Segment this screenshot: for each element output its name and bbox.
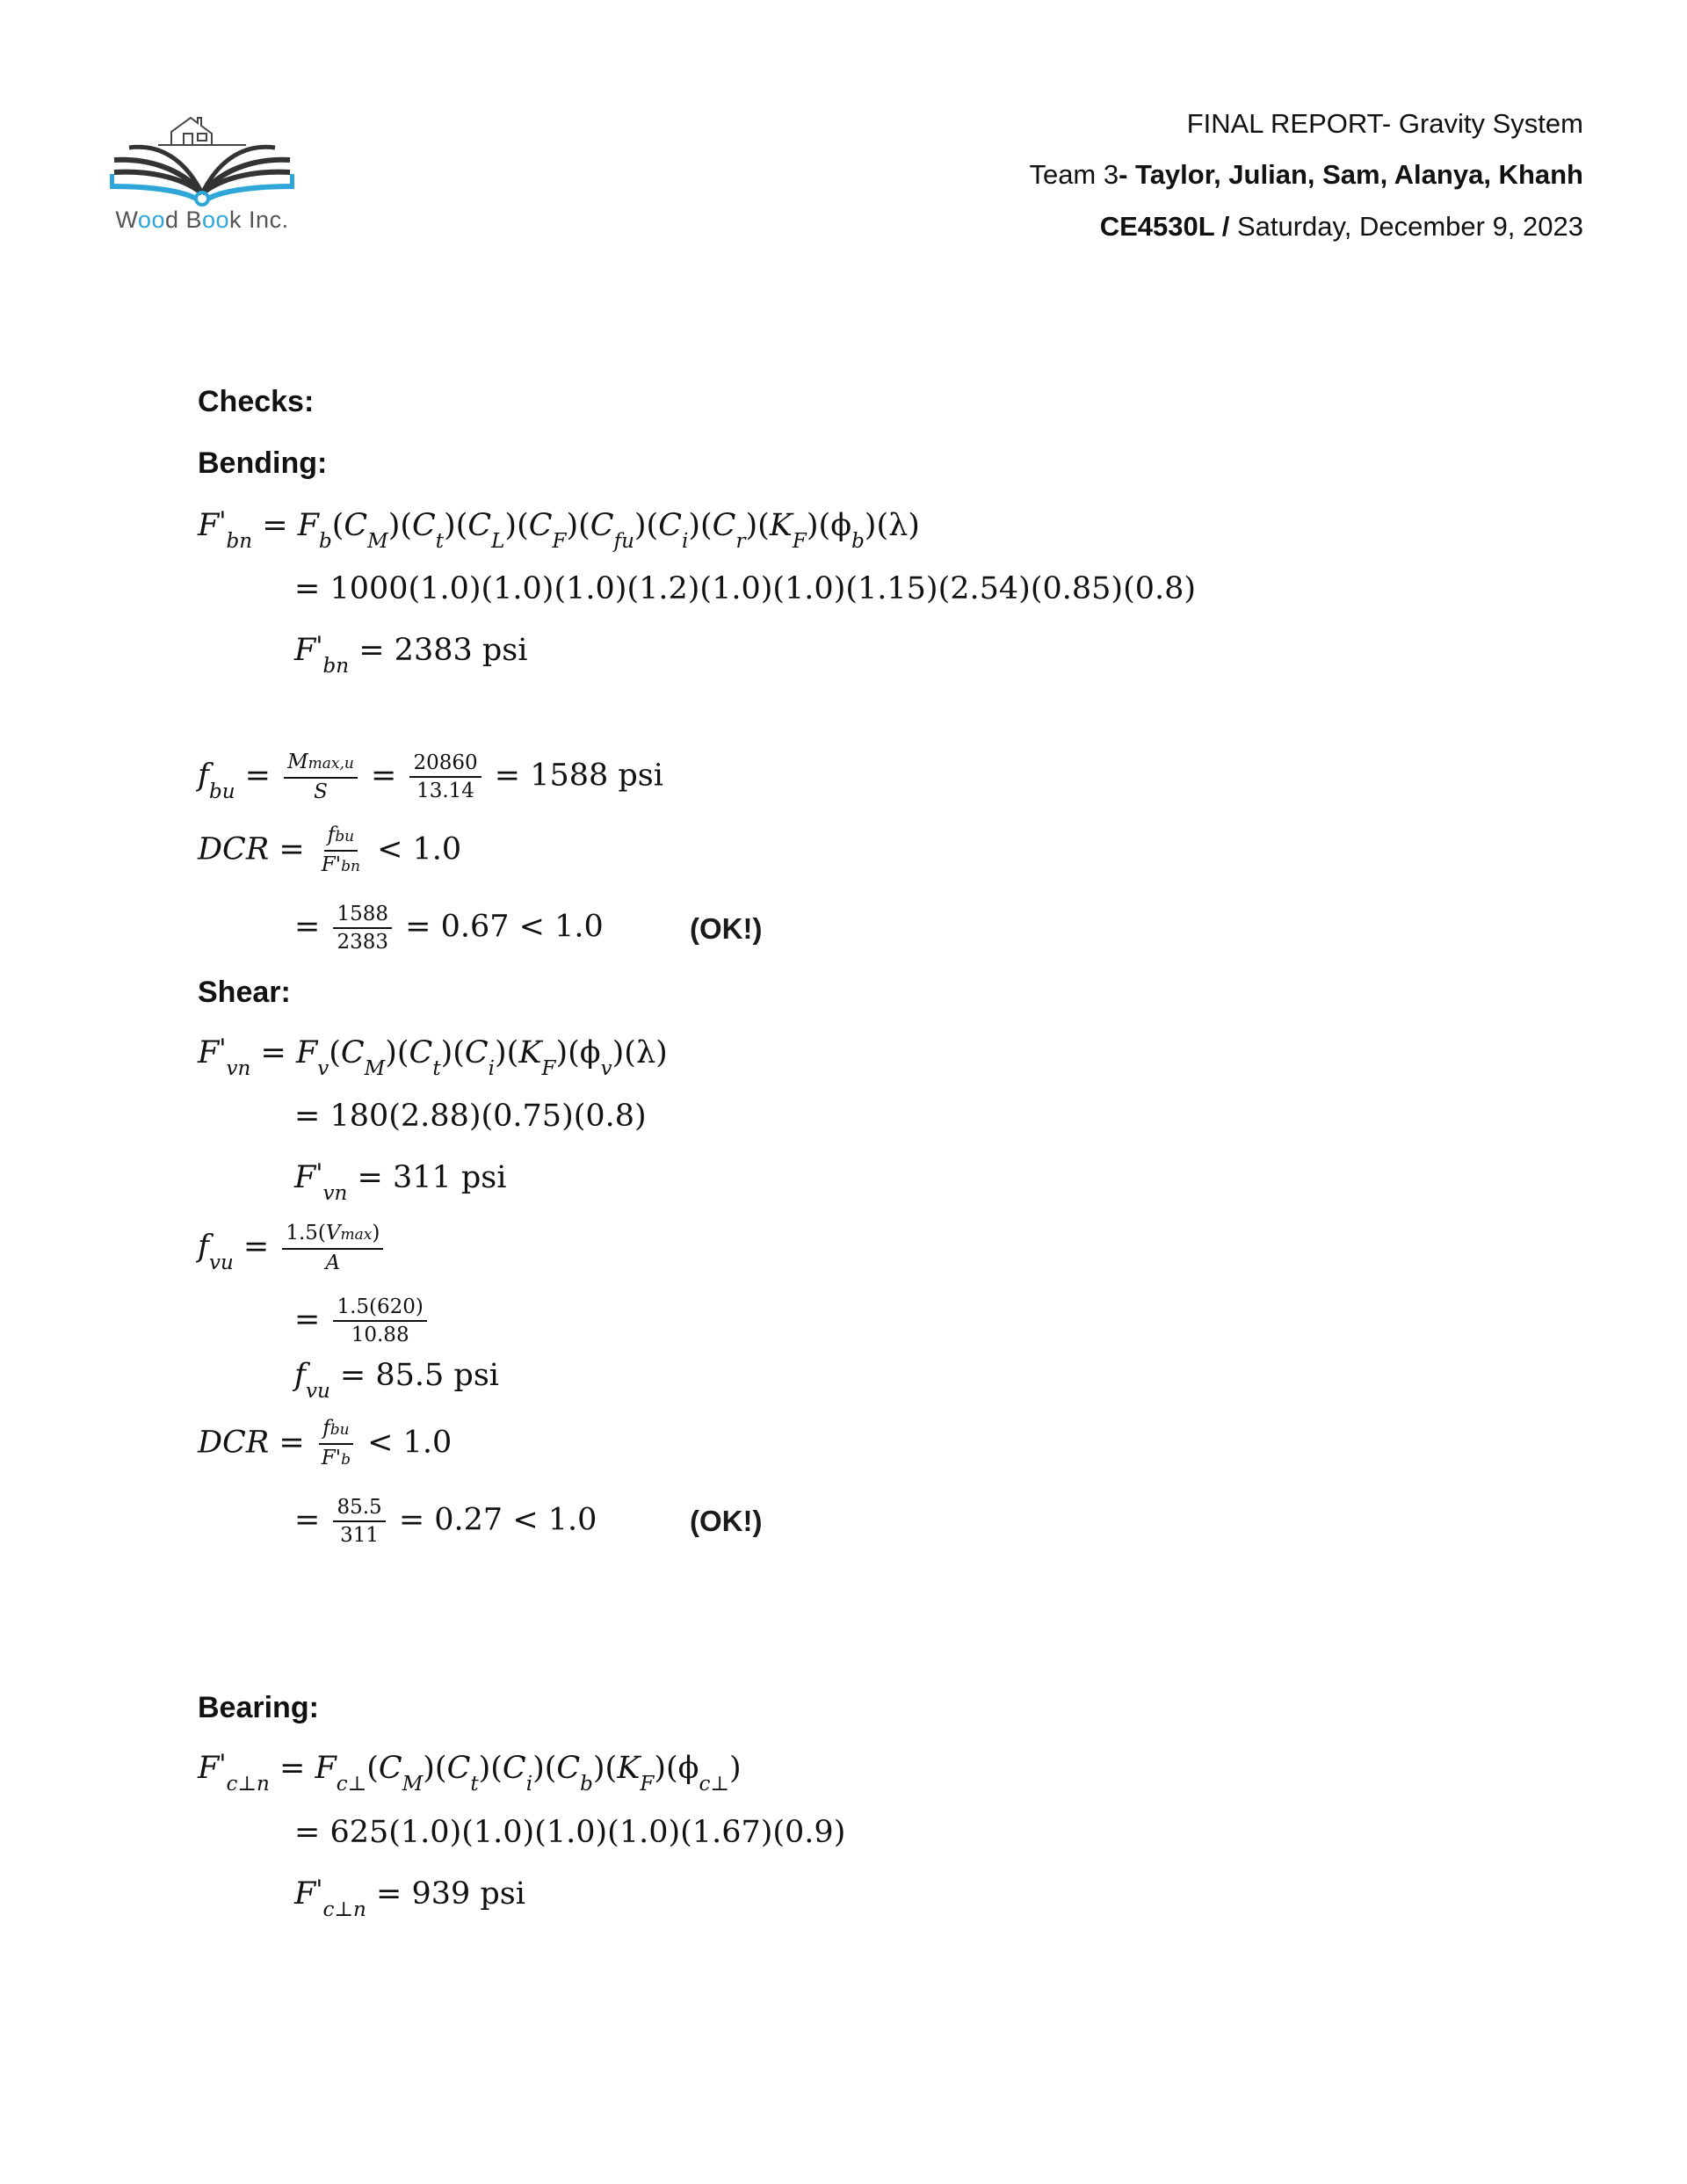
- shear-dcr: DCR = $\frac{\text{fbu}}{F'b}$ < 1.0: [198, 1417, 453, 1469]
- shear-ok-label: (OK!): [690, 1505, 763, 1537]
- report-title: FINAL REPORT- Gravity System: [1186, 108, 1583, 139]
- bearing-formula: $F'_{c\perp n} = F_{c\perp}(C_M)(C_t)(C_i)(C_b)(K_F)(\phi_{c\perp})$: [198, 1749, 742, 1796]
- bearing-substitution: = 625(1.0)(1.0)(1.0)(1.0)(1.67)(0.9): [294, 1815, 846, 1850]
- bending-dcr: DCR = $\frac{\text{fbu}}{F'bn}$ < 1.0: [198, 824, 462, 876]
- bending-formula: $F'_{bn} = F_b(C_M)(C_t)(C_L)(C_F)(C_{fu})(C_i)(C_r)(K_F)(\phi_b)(\lambda)$: [198, 506, 920, 553]
- bearing-result: $F'_{c\perp n} = 939$ psi: [294, 1875, 525, 1921]
- bending-ok-label: (OK!): [690, 912, 763, 945]
- fvu-equation: $f_{vu}$ = $\frac{1.5(Vmax)}{A}$: [198, 1220, 387, 1276]
- bending-dcr-result: = $\frac{1588}{2383}$ = 0.67 < 1.0: [294, 903, 604, 954]
- open-book-icon: [110, 105, 294, 211]
- team-line: Team 3- Taylor, Julian, Sam, Alanya, Khanh: [1029, 159, 1583, 190]
- fvu-result: $f_{vu} = 85.5$ psi: [294, 1358, 499, 1403]
- company-logo: [105, 105, 290, 237]
- bearing-heading: Bearing:: [198, 1691, 319, 1724]
- shear-substitution: = 180(2.88)(0.75)(0.8): [294, 1099, 647, 1134]
- checks-heading: Checks:: [198, 385, 315, 418]
- shear-dcr-result: = $\frac{85.5}{311}$ = 0.27 < 1.0: [294, 1496, 597, 1547]
- shear-formula: $F'_{vn} = F_v(C_M)(C_t)(C_i)(K_F)(\phi_v)(\lambda)$: [198, 1034, 668, 1080]
- bending-substitution: = 1000(1.0)(1.0)(1.0)(1.2)(1.0)(1.0)(1.15)(2.54)(0.85)(0.8): [294, 571, 1197, 606]
- shear-heading: Shear:: [198, 976, 291, 1009]
- bending-result: $F'_{bn} = 2383$ psi: [294, 631, 528, 678]
- logo-text: Wood Book Inc.: [115, 207, 289, 233]
- shear-result: $F'_{vn} = 311$ psi: [294, 1158, 507, 1205]
- fbu-equation: $f_{bu}$ = $\frac{Mmax,u}{S}$ = $\frac{20860}{13.14}$ = 1588 psi: [198, 751, 663, 803]
- fvu-substitution: = $\frac{1.5(620)}{10.88}$: [294, 1294, 431, 1348]
- bending-heading: Bending:: [198, 446, 328, 480]
- course-date-line: CE4530L / Saturday, December 9, 2023: [1099, 211, 1583, 242]
